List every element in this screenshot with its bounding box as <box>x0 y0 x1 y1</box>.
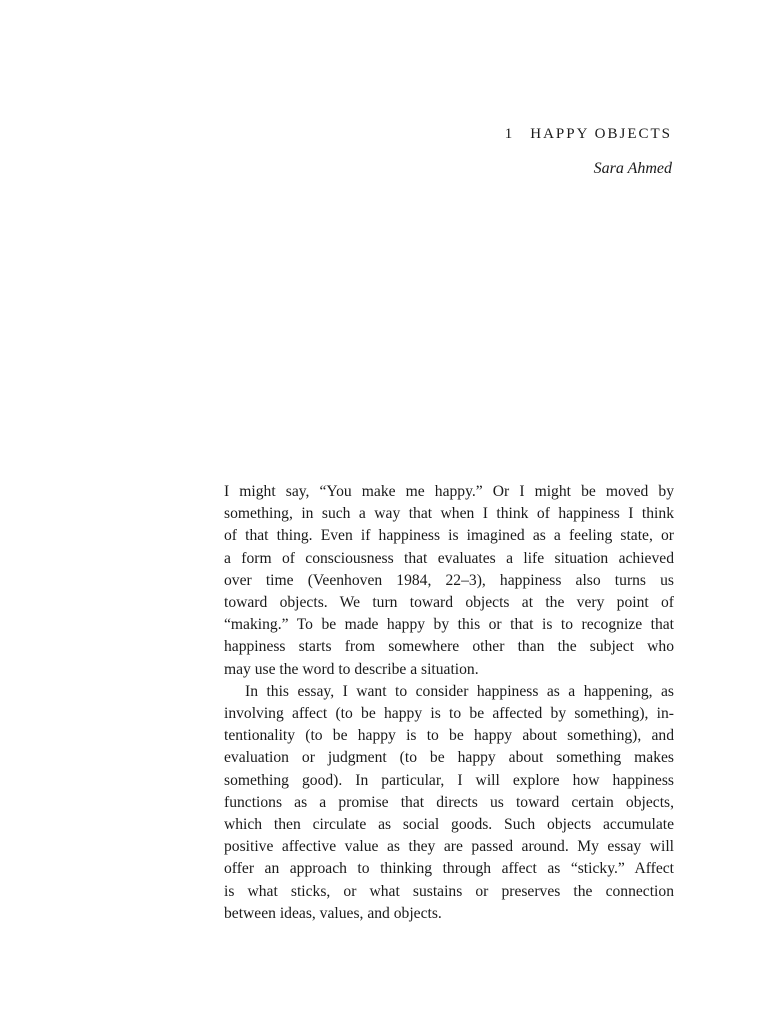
text-line: over time (Veenhoven 1984, 22–3), happiness also turns us <box>224 571 674 589</box>
text-line: offer an approach to thinking through affect as “sticky.” Affect <box>224 860 674 878</box>
text-line: functions as a promise that directs us toward certain objects, <box>224 793 674 811</box>
text-line: happiness starts from somewhere other than the subject who <box>224 638 674 656</box>
text-line: tentionality (to be happy is to be happy about something), and <box>224 727 674 745</box>
text-line: “making.” To be made happy by this or that is to recognize that <box>224 616 674 634</box>
text-line: is what sticks, or what sustains or preserves the connection <box>224 882 674 900</box>
chapter-heading <box>505 126 672 143</box>
text-line: positive affective value as they are passed around. My essay will <box>224 838 674 856</box>
text-line: something, in such a way that when I think of happiness I think <box>224 505 674 523</box>
text-line: toward objects. We turn toward objects at the very point of <box>224 594 674 612</box>
text-line: evaluation or judgment (to be happy about something makes <box>224 749 674 767</box>
text-line: between ideas, values, and objects. <box>224 904 442 922</box>
text-line: I might say, “You make me happy.” Or I might be moved by <box>224 483 674 500</box>
paragraph-1 <box>224 481 674 681</box>
chapter-title: HAPPY OBJECTS <box>530 126 672 142</box>
text-line: In this essay, I want to consider happiness as a happening, as <box>245 682 674 700</box>
paragraph-2 <box>224 681 674 925</box>
author-name: Sara Ahmed <box>593 160 672 177</box>
text-line: involving affect (to be happy is to be affected by something), in- <box>224 705 674 723</box>
text-line: may use the word to describe a situation. <box>224 660 479 678</box>
text-line: something good). In particular, I will explore how happiness <box>224 771 674 789</box>
chapter-number: 1 <box>504 126 513 142</box>
text-line: of that thing. Even if happiness is imagined as a feeling state, or <box>224 527 674 545</box>
body-text <box>224 481 674 925</box>
text-line: a form of consciousness that evaluates a life situation achieved <box>224 549 674 567</box>
text-line: which then circulate as social goods. Such objects accumulate <box>224 816 674 834</box>
